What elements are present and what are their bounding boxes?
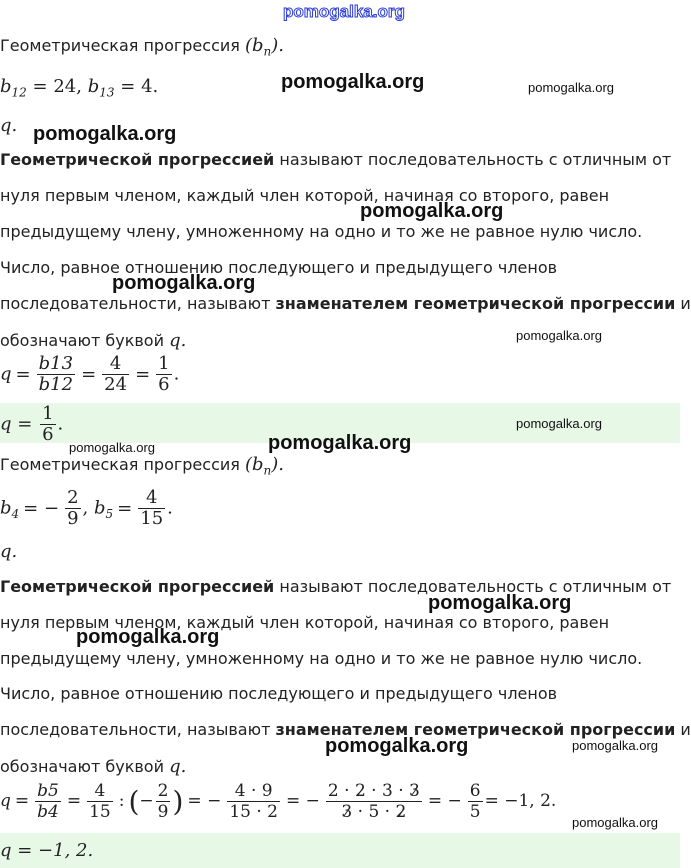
task1-sequence xyxy=(244,35,285,59)
task2-intro xyxy=(0,454,284,478)
task1-def-line4: Число, равное отношению последующего и предыдущего членов xyxy=(0,258,558,277)
frac-num: 4 · 9 xyxy=(227,781,280,802)
fraction-4x9-15x2 xyxy=(227,781,280,822)
fraction-6-5 xyxy=(468,781,483,822)
formula-result: = −1, 2. xyxy=(484,791,557,811)
seq-sub: n xyxy=(263,44,272,59)
frac-den: 15 · 2 xyxy=(229,802,278,822)
def-line5-end: и xyxy=(675,294,691,313)
frac-num: b13 xyxy=(38,353,74,374)
def-line5-end: и xyxy=(675,720,691,739)
task1-intro xyxy=(0,35,284,59)
task2-find: q. xyxy=(0,541,18,562)
task1-def-line2: нуля первым членом, каждый член которой, начиная со второго, равен xyxy=(0,186,610,205)
b4-symbol: b xyxy=(0,497,12,519)
watermark-small: pomogalka.org xyxy=(516,328,602,343)
task2-def-line6 xyxy=(0,756,186,777)
def-rest: называют последовательность с отличным от xyxy=(274,577,672,596)
seq-symbol: (b xyxy=(244,35,264,56)
def-line5-bold: знаменателем геометрической прогрессии xyxy=(275,720,676,739)
b5-symbol: b xyxy=(93,497,106,519)
watermark: pomogalka.org xyxy=(33,123,177,145)
fraction-1-6 xyxy=(156,354,171,395)
cancelled-digit: 3 xyxy=(409,781,420,801)
task2-answer: q = −1, 2. xyxy=(0,840,94,861)
task2-def-line4: Число, равное отношению последующего и предыдущего членов xyxy=(0,684,558,703)
def-bold-term: Геометрической прогрессией xyxy=(0,577,275,596)
answer-q: q = xyxy=(0,413,33,435)
seq-close: ). xyxy=(271,454,285,475)
fraction-2-9 xyxy=(156,781,171,822)
seq-close: ). xyxy=(271,35,285,56)
def-line6-text: обозначают буквой xyxy=(0,757,170,776)
fraction-b5-b4 xyxy=(35,781,61,822)
task1-given xyxy=(0,76,158,100)
def-line5-bold: знаменателем геометрической прогрессии xyxy=(275,294,676,313)
frac-den: 24 xyxy=(104,374,128,395)
b4-sub: 4 xyxy=(11,507,20,522)
task2-def-line2: нуля первым членом, каждый член которой, начиная со второго, равен xyxy=(0,613,610,632)
formula-q: q xyxy=(0,791,11,811)
frac-num: 2 xyxy=(67,487,79,508)
cancelled-digit: 3 xyxy=(341,802,353,822)
frac-den: 15 xyxy=(140,508,164,529)
b13-sub: 13 xyxy=(99,85,115,100)
frac-num: b5 xyxy=(37,781,59,801)
fraction-4-15 xyxy=(87,781,113,822)
fraction-4-24 xyxy=(102,354,129,395)
watermark: pomogalka.org xyxy=(268,432,412,454)
task1-def-line1 xyxy=(0,150,671,169)
frac-den: 15 xyxy=(89,802,111,822)
def-line5-start: последовательности, называют xyxy=(0,294,276,313)
frac-num: 4 xyxy=(102,354,129,375)
answer-fraction xyxy=(40,404,55,445)
watermark-small: pomogalka.org xyxy=(528,80,614,95)
task2-answer-box xyxy=(0,833,680,868)
frac-part: · 5 · xyxy=(352,802,396,822)
frac-num: 1 xyxy=(158,353,170,374)
task1-answer: q = $\frac{1}{6}$ . xyxy=(0,403,64,445)
b12-value: = 24, xyxy=(32,76,82,97)
frac-num: 2 xyxy=(157,781,169,801)
watermark: pomogalka.org xyxy=(428,592,572,614)
b12-symbol: b xyxy=(0,76,12,97)
def-line6-text: обозначают буквой xyxy=(0,331,170,350)
b13-value: = 4. xyxy=(120,76,159,97)
frac-den: 6 xyxy=(42,424,54,445)
watermark-small: pomogalka.org xyxy=(572,815,658,830)
def-line6-q: q. xyxy=(169,756,187,777)
def-line5-start: последовательности, называют xyxy=(0,720,276,739)
watermark: pomogalka.org xyxy=(325,735,469,757)
frac-num: 4 xyxy=(138,488,165,509)
cancelled-digit: 2 xyxy=(354,781,366,801)
task1-def-line5 xyxy=(0,294,691,313)
frac-num: 1 xyxy=(42,403,54,424)
task2-sequence xyxy=(244,454,285,478)
task1-find: q. xyxy=(0,115,18,136)
frac-den: b12 xyxy=(38,374,74,395)
frac-den: 5 xyxy=(469,802,481,822)
task2-intro-text: Геометрическая прогрессия xyxy=(0,455,240,474)
frac-num: 4 xyxy=(87,781,113,802)
frac-part: · 3 · xyxy=(365,781,410,801)
frac-den: 6 xyxy=(158,374,170,395)
def-bold-term: Геометрической прогрессией xyxy=(0,150,275,169)
seq-symbol: (b xyxy=(244,454,264,475)
def-rest: называют последовательность с отличным от xyxy=(274,150,672,169)
seq-sub: n xyxy=(263,463,272,478)
task2-given: $b_4$ = − $\frac{2}{9}$ , $b_5$ = $\frac{4}{15}$ . xyxy=(0,487,173,529)
b4-fraction xyxy=(65,488,80,529)
cancelled-digit: 2 xyxy=(395,802,407,822)
watermark: pomogalka.org xyxy=(76,626,220,648)
frac-part: 2 · xyxy=(327,781,355,801)
def-line6-q: q. xyxy=(169,330,187,351)
top-watermark: pomogalka.org xyxy=(283,2,405,21)
b5-sub: 5 xyxy=(105,507,114,522)
fraction-b13-b12 xyxy=(37,354,75,395)
task2-def-line3: предыдущему члену, умноженному на одно и то же не равное нулю число. xyxy=(0,649,643,668)
task1-formula: q = $\frac{b13}{b12}$ = $\frac{4}{24}$ = $\frac{1}{6}$ . xyxy=(0,353,180,395)
frac-den: b4 xyxy=(37,802,59,822)
watermark-small: pomogalka.org xyxy=(516,416,602,431)
b13-symbol: b xyxy=(87,76,100,97)
b5-fraction xyxy=(138,488,165,529)
frac-den: 9 xyxy=(67,508,79,529)
task1-intro-text: Геометрическая прогрессия xyxy=(0,36,240,55)
watermark-small: pomogalka.org xyxy=(572,738,658,753)
frac-den: 9 xyxy=(157,802,169,822)
watermark-small: pomogalka.org xyxy=(69,440,155,455)
fraction-cancelled xyxy=(326,781,422,822)
b12-sub: 12 xyxy=(11,85,27,100)
formula-q: q xyxy=(0,363,12,385)
watermark: pomogalka.org xyxy=(360,200,504,222)
watermark: pomogalka.org xyxy=(112,272,256,294)
task1-def-line6 xyxy=(0,330,186,351)
task1-def-line3: предыдущему члену, умноженному на одно и то же не равное нулю число. xyxy=(0,222,643,241)
task2-formula: q = $\frac{b5}{b4}$ = $\frac{4}{15}$ : (− $\frac{2}{9}$ ) = − $\frac{4 \cdot 9}{15 \cdot 2}$ = − $\frac{2 \cdot 2 \cdot 3 \cdot 3}{3 \cdot 5 \cdot 2}$ = − $\frac{6}{5}$ = −1, 2. xyxy=(0,781,557,822)
frac-num: 6 xyxy=(469,781,481,801)
watermark: pomogalka.org xyxy=(281,71,425,93)
